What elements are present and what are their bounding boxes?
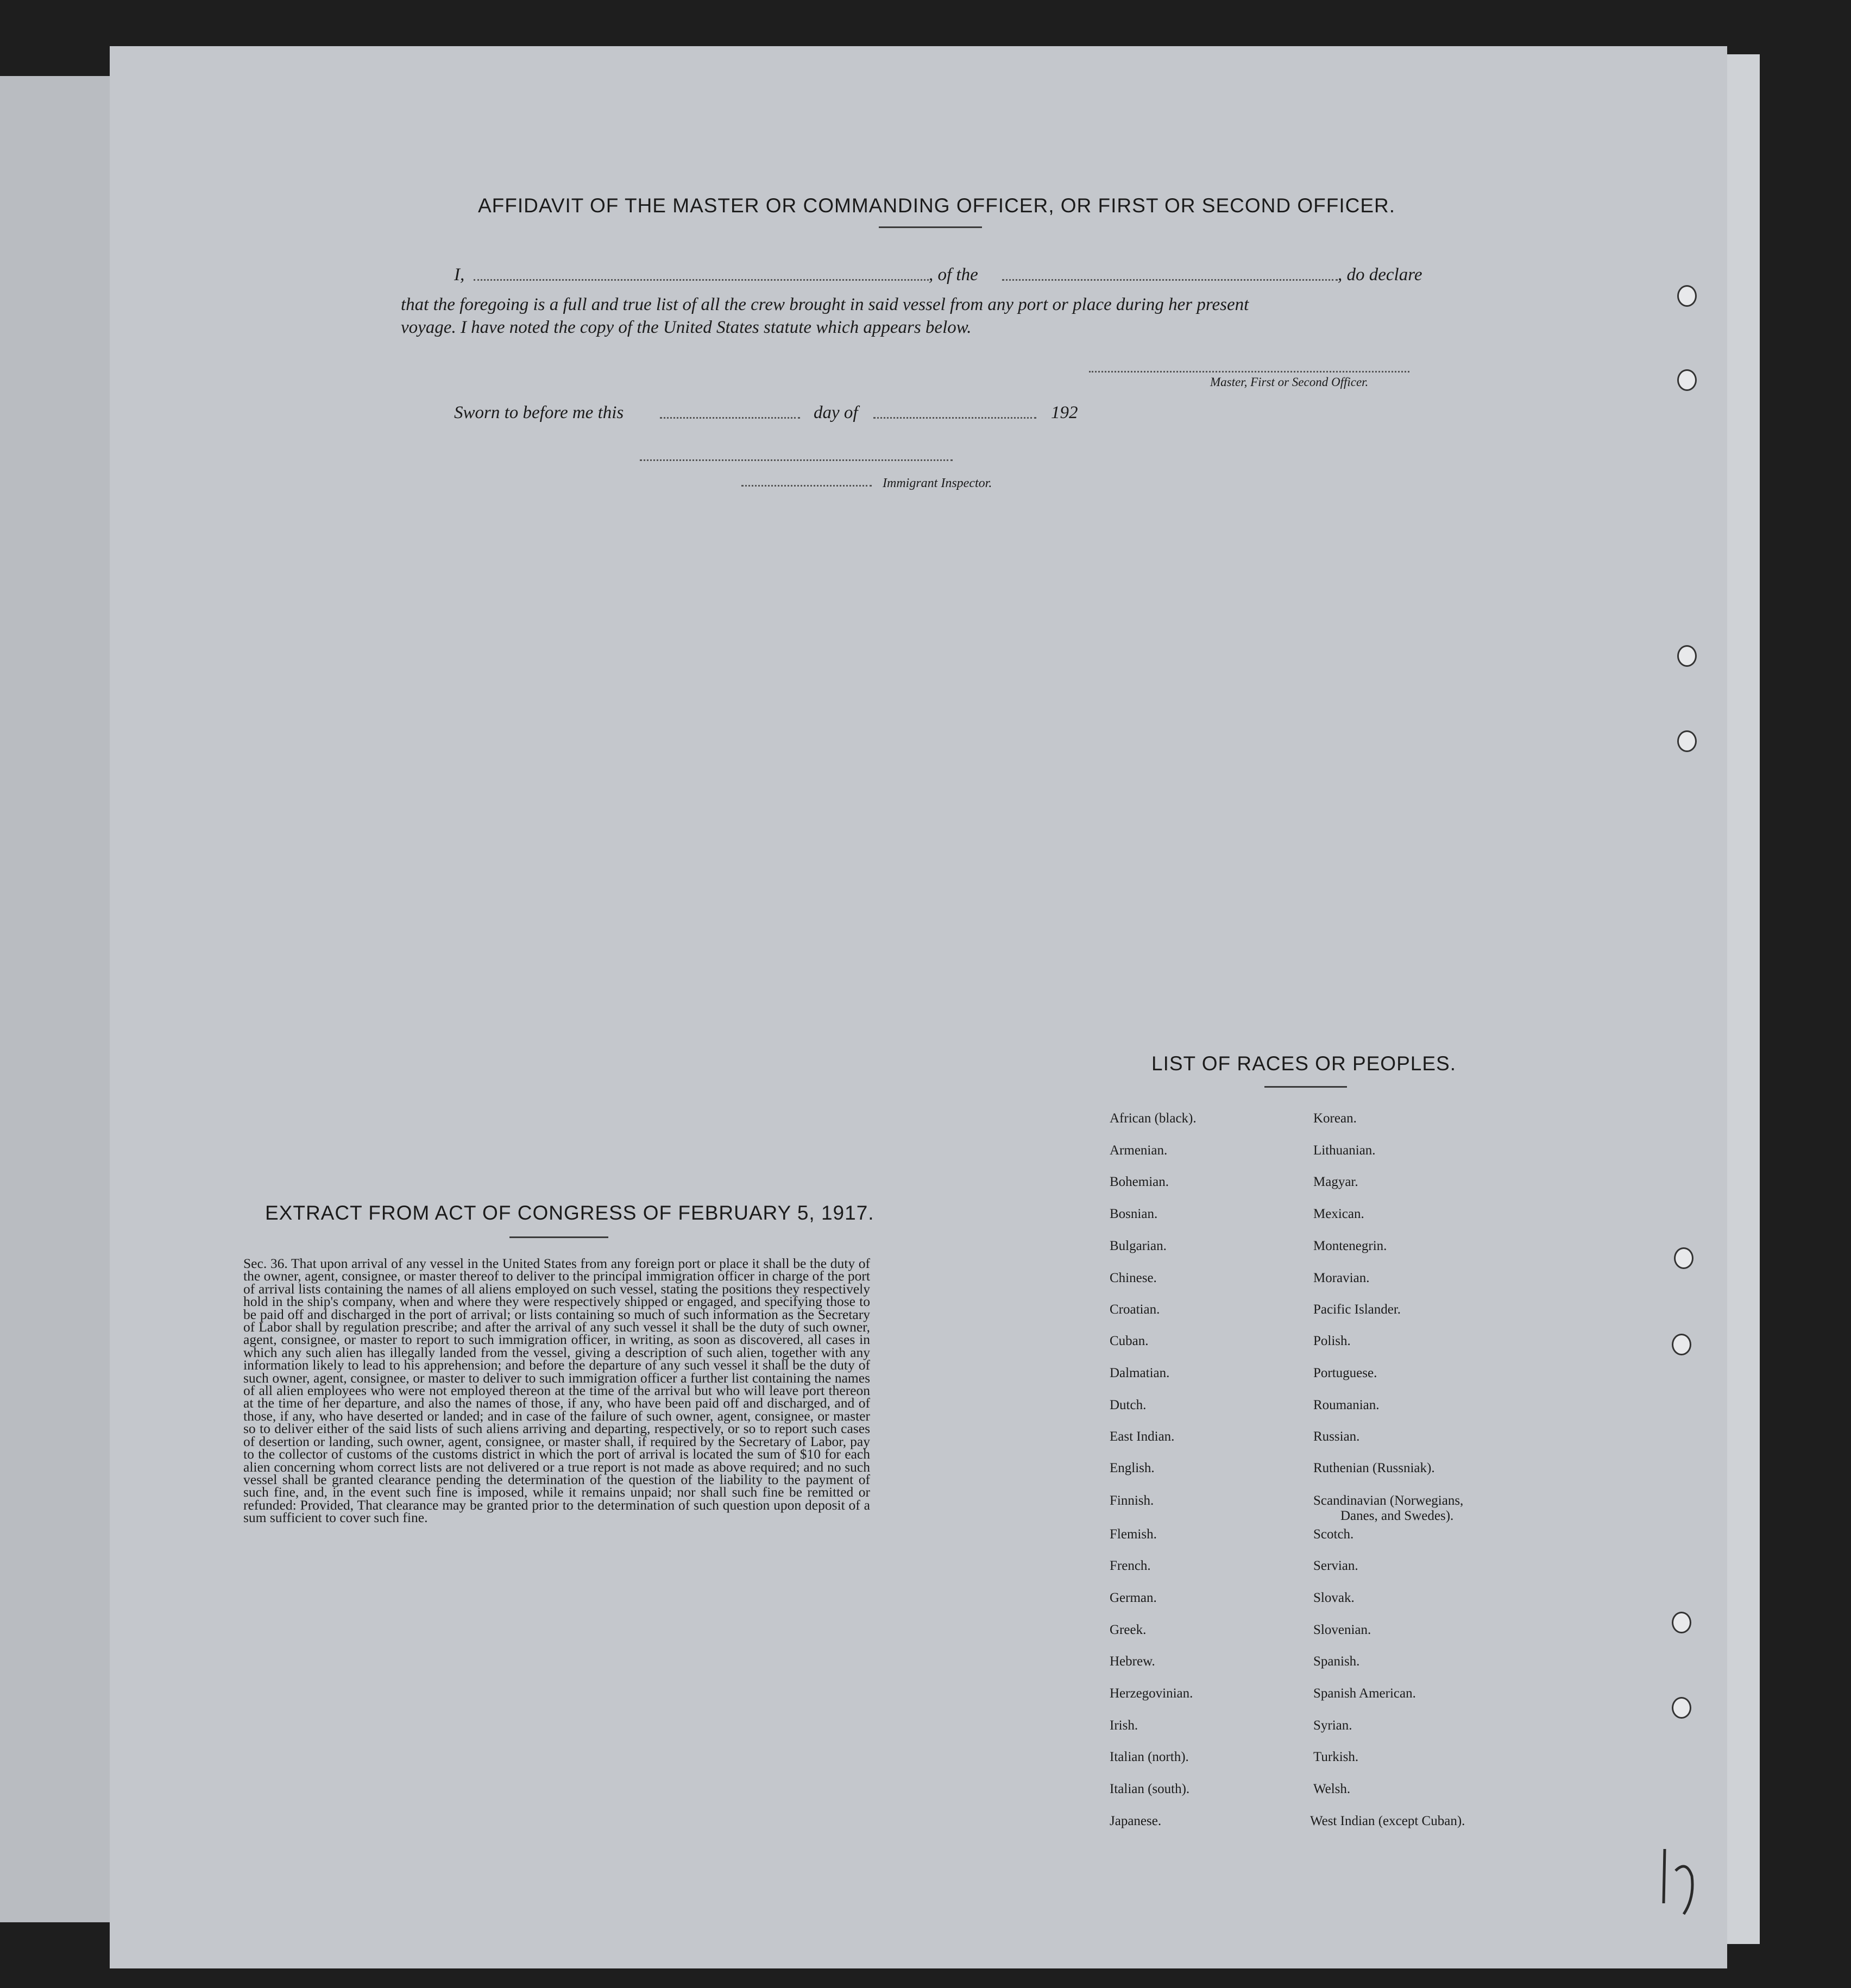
race-item: Slovenian. (1313, 1623, 1371, 1637)
adjacent-page-strip (0, 76, 110, 1922)
inspector-signature-blank[interactable] (640, 459, 953, 461)
binder-hole-icon (1677, 645, 1697, 667)
race-item: Italian (north). (1110, 1750, 1189, 1764)
race-item: Magyar. (1313, 1175, 1358, 1189)
race-item: Croatian. (1110, 1302, 1160, 1317)
title-underline (879, 226, 982, 228)
name-blank[interactable] (474, 279, 929, 281)
race-item: Korean. (1313, 1111, 1357, 1126)
binder-hole-icon (1672, 1612, 1691, 1633)
race-item: Russian. (1313, 1429, 1360, 1444)
race-item: Dalmatian. (1110, 1366, 1170, 1380)
race-item: Bulgarian. (1110, 1239, 1167, 1253)
affidavit-line-3: voyage. I have noted the copy of the United States statute which appears below. (401, 318, 972, 337)
race-item: Servian. (1313, 1558, 1358, 1573)
signature-blank[interactable] (1089, 371, 1409, 373)
binder-hole-icon (1677, 369, 1697, 391)
race-item: Montenegrin. (1313, 1239, 1387, 1253)
binder-hole-icon (1677, 730, 1697, 752)
race-item: Slovak. (1313, 1591, 1355, 1605)
race-item: Moravian. (1313, 1271, 1370, 1285)
race-item: Syrian. (1313, 1718, 1352, 1733)
race-item: Italian (south). (1110, 1782, 1190, 1796)
race-item: Ruthenian (Russniak). (1313, 1461, 1435, 1475)
extract-body: Sec. 36. That upon arrival of any vessel in the United States from any foreign port or place it shall be the duty of the owner, agent, consignee, or master thereof to deliver to the principal immigration officer in charge of the port of arrival lists containing the names of all aliens employed on such vessel, stating the positions they respectively hold in the ship's company, when and where they were respectively shipped or engaged, and specifying those to be paid off and discharged in the port of arrival; or lists containing so much of such information as the Secretary of Labor shall by regulation prescribe; and after the arrival of any such vessel it shall be the duty of such owner, agent, consignee, or master to report to such immigration officer, in writing, as soon as discovered, all cases in which any such alien has illegally landed from the vessel, giving a description of such alien, together with any information likely to lead to his apprehension; and before the departure of any such vessel it shall be the duty of such owner, agent, consignee, or master to deliver to such immigration officer a further list containing the names of all alien employees who were not employed thereon at the time of the arrival but who will leave port thereon at the time of her departure, and also the names of those, if any, who have been paid off and discharged, and of those, if any, who have deserted or landed; and in case of the failure of such owner, agent, consignee, or master so to deliver either of the said lists of such aliens arriving and departing, respectively, or so to report such cases of desertion or landing, such owner, agent, consignee, or master shall, if required by the Secretary of Labor, pay to the collector of customs of the customs district in which the port of arrival is located the sum of $10 for each alien concerning whom correct lists are not delivered or a true report is not made as above required; and no such vessel shall be granted clearance pending the determination of the question of the liability to the payment of such fine, and, in the event such fine is imposed, while it remains unpaid; nor shall such fine be remitted or refunded: Provided, That clearance may be granted prior to the determination of such question upon deposit of a sum sufficient to cover such fine. (243, 1255, 870, 1526)
day-of-text: day of (814, 403, 858, 422)
race-item: Welsh. (1313, 1782, 1351, 1796)
race-item: Pacific Islander. (1313, 1302, 1401, 1317)
race-item: West Indian (except Cuban). (1310, 1814, 1465, 1828)
race-item: Mexican. (1313, 1207, 1364, 1221)
vessel-blank[interactable] (1002, 279, 1338, 281)
month-blank[interactable] (873, 417, 1036, 419)
race-item: Lithuanian. (1313, 1143, 1376, 1158)
race-item: Armenian. (1110, 1143, 1168, 1158)
affidavit-line-2: that the foregoing is a full and true list of all the crew brought in said vessel from any port or place during her present (401, 295, 1249, 314)
signature-label: Master, First or Second Officer. (1210, 375, 1369, 389)
race-item: Spanish American. (1313, 1686, 1416, 1701)
race-item: Greek. (1110, 1623, 1147, 1637)
race-item: Japanese. (1110, 1814, 1162, 1828)
race-item: Spanish. (1313, 1654, 1360, 1669)
race-item-continuation: Danes, and Swedes). (1340, 1509, 1454, 1523)
race-item: East Indian. (1110, 1429, 1175, 1444)
race-item: African (black). (1110, 1111, 1197, 1126)
races-title: LIST OF RACES OR PEOPLES. (1151, 1052, 1456, 1075)
extract-title: EXTRACT FROM ACT OF CONGRESS OF FEBRUARY 5, 1917. (265, 1202, 874, 1224)
sworn-text: Sworn to before me this (454, 403, 624, 422)
race-item: Irish. (1110, 1718, 1138, 1733)
race-item: English. (1110, 1461, 1155, 1475)
race-item: Polish. (1313, 1334, 1351, 1348)
race-item: Hebrew. (1110, 1654, 1155, 1669)
race-item: Cuban. (1110, 1334, 1149, 1348)
affidavit-title: AFFIDAVIT OF THE MASTER OR COMMANDING OFFICER, OR FIRST OR SECOND OFFICER. (478, 194, 1396, 217)
inspector-label: Immigrant Inspector. (883, 476, 992, 490)
binder-hole-icon (1674, 1247, 1693, 1269)
affidavit-i: I, (454, 265, 465, 285)
race-item: Portuguese. (1313, 1366, 1377, 1380)
day-blank[interactable] (660, 417, 800, 419)
race-item: Roumanian. (1313, 1398, 1380, 1412)
races-title-underline (1264, 1086, 1347, 1088)
handwritten-mark-icon (1654, 1838, 1703, 1920)
affidavit-do-declare: , do declare (1338, 265, 1422, 285)
race-item: Bosnian. (1110, 1207, 1158, 1221)
race-item: Scotch. (1313, 1527, 1354, 1542)
race-item: German. (1110, 1591, 1157, 1605)
race-item: Turkish. (1313, 1750, 1359, 1764)
binder-hole-icon (1672, 1334, 1691, 1355)
race-item: Herzegovinian. (1110, 1686, 1193, 1701)
race-item: French. (1110, 1558, 1151, 1573)
binder-hole-icon (1677, 285, 1697, 307)
race-item: Finnish. (1110, 1493, 1154, 1508)
extract-title-underline (509, 1236, 608, 1238)
race-item: Chinese. (1110, 1271, 1157, 1285)
binder-hole-icon (1672, 1697, 1691, 1719)
race-item: Scandinavian (Norwegians, (1313, 1493, 1464, 1508)
race-item: Dutch. (1110, 1398, 1147, 1412)
year-text: 192 (1051, 403, 1078, 422)
race-item: Bohemian. (1110, 1175, 1169, 1189)
inspector-dots (741, 485, 872, 487)
race-item: Flemish. (1110, 1527, 1157, 1542)
affidavit-of-the: , of the (929, 265, 978, 285)
